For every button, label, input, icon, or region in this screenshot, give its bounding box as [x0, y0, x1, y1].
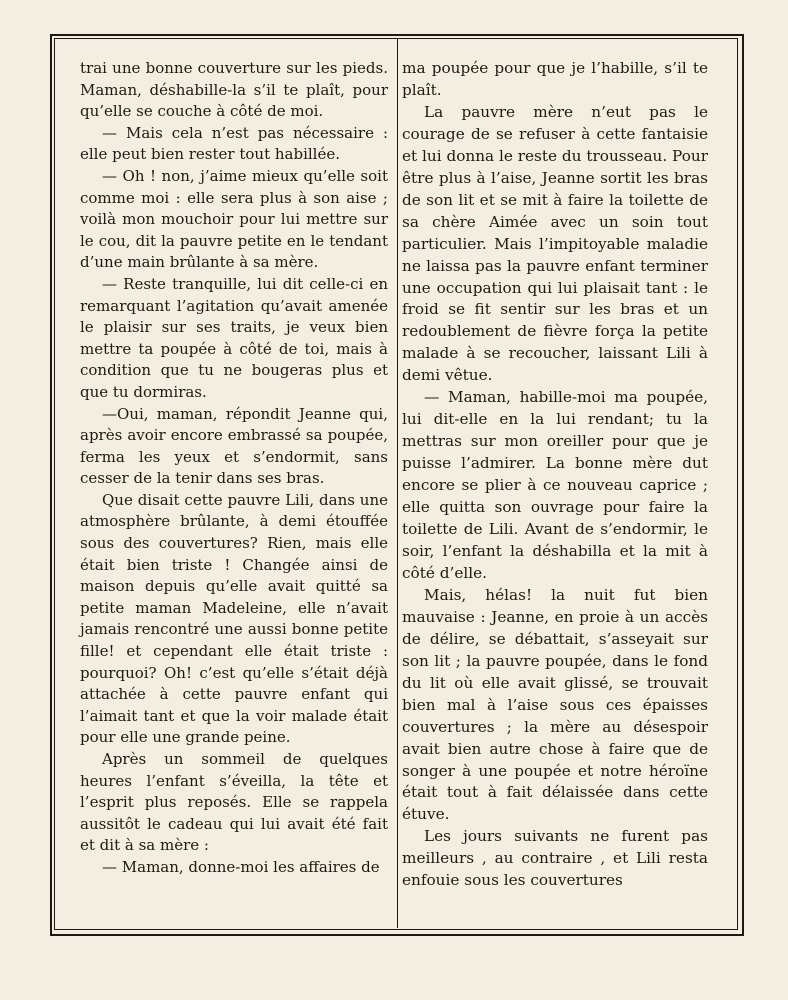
paragraph: — Maman, donne-moi les affaires de — [102, 857, 380, 876]
paragraph: — Reste tranquille, lui dit celle-ci en remarquant l’agitation qu’avait amenée le plaisir sur ses traits, je veux bien mettre ta poupée à côté de toi, mais à condition que tu ne bougeras plus et que tu dormiras. — [80, 274, 388, 401]
paragraph: trai une bonne couverture sur les pieds. Maman, déshabille-la s’il te plaît, pour qu’elle se couche à côté de moi. — [80, 59, 388, 121]
paragraph: — Oh ! non, j’aime mieux qu’elle soit comme moi : elle sera plus à son aise ; voilà mon mouchoir pour lui mettre sur le cou, dit la pauvre petite en le tendant d’une main brûlante à sa mère. — [80, 166, 388, 272]
paragraph: Mais, hélas! la nuit fut bien mauvaise : Jeanne, en proie à un accès de délire, se débattait, s’asseyait sur son lit ; la pauvre poupée, dans le fond du lit où elle avait glissé, se trouvait bien mal à l’aise sous ces épaisses couvertures ; la mère au désespoir avait bien autre chose à faire que de songer à une poupée et notre héroïne était tout à fait délaissée dans cette étuve. — [402, 585, 708, 824]
paragraph: Après un sommeil de quelques heures l’enfant s’éveilla, la tête et l’esprit plus reposés. Elle se rappela aussitôt le cadeau qui lui avait été fait et dit à sa mère : — [80, 750, 388, 855]
paragraph: Les jours suivants ne furent pas meilleurs , au contraire , et Lili resta enfouie sous les couvertures — [402, 827, 708, 890]
right-text-column — [402, 58, 708, 892]
paragraph: ma poupée pour que je l’habille, s’il te plaît. — [402, 59, 708, 99]
paragraph: Que disait cette pauvre Lili, dans une atmosphère brûlante, à demi étouffée sous des couvertures? Rien, mais elle était bien triste ! Changée ainsi de maison depuis qu’elle avait quitté sa petite maman Madeleine, elle n’avait jamais rencontré une aussi bonne petite fille! et cependant elle était triste : pourquoi? Oh! c’est qu’elle s’était déjà attachée à cette pauvre enfant qui l’aimait tant et que la voir malade était pour elle une grande peine. — [80, 490, 388, 747]
left-text-column — [80, 58, 388, 879]
paragraph: La pauvre mère n’eut pas le courage de se refuser à cette fantaisie et lui donna le reste du trousseau. Pour être plus à l’aise, Jeanne sortit les bras de son lit et se mit à faire la toilette de sa chère Aimée avec un soin tout particulier. Mais l’impitoyable maladie ne laissa pas la pauvre enfant terminer une occupation qui lui plaisait tant : le froid se fit sentir sur les bras et un redoublement de fièvre força la petite malade à se recoucher, laissant Lili à demi vêtue. — [402, 102, 708, 385]
paragraph: —Oui, maman, répondit Jeanne qui, après avoir encore embrassé sa poupée, ferma les yeux et s’endormit, sans cesser de la tenir dans ses bras. — [80, 404, 388, 488]
column-divider — [397, 38, 398, 928]
paragraph: — Mais cela n’est pas nécessaire : elle peut bien rester tout habillée. — [80, 123, 388, 164]
paragraph: — Maman, habille-moi ma poupée, lui dit-elle en la lui rendant; tu la mettras sur mon oreiller pour que je puisse l’admirer. La bonne mère dut encore se plier à ce nouveau caprice ; elle quitta son ouvrage pour faire la toilette de Lili. Avant de s’endormir, le soir, l’enfant la déshabilla et la mit à côté d’elle. — [402, 388, 708, 582]
